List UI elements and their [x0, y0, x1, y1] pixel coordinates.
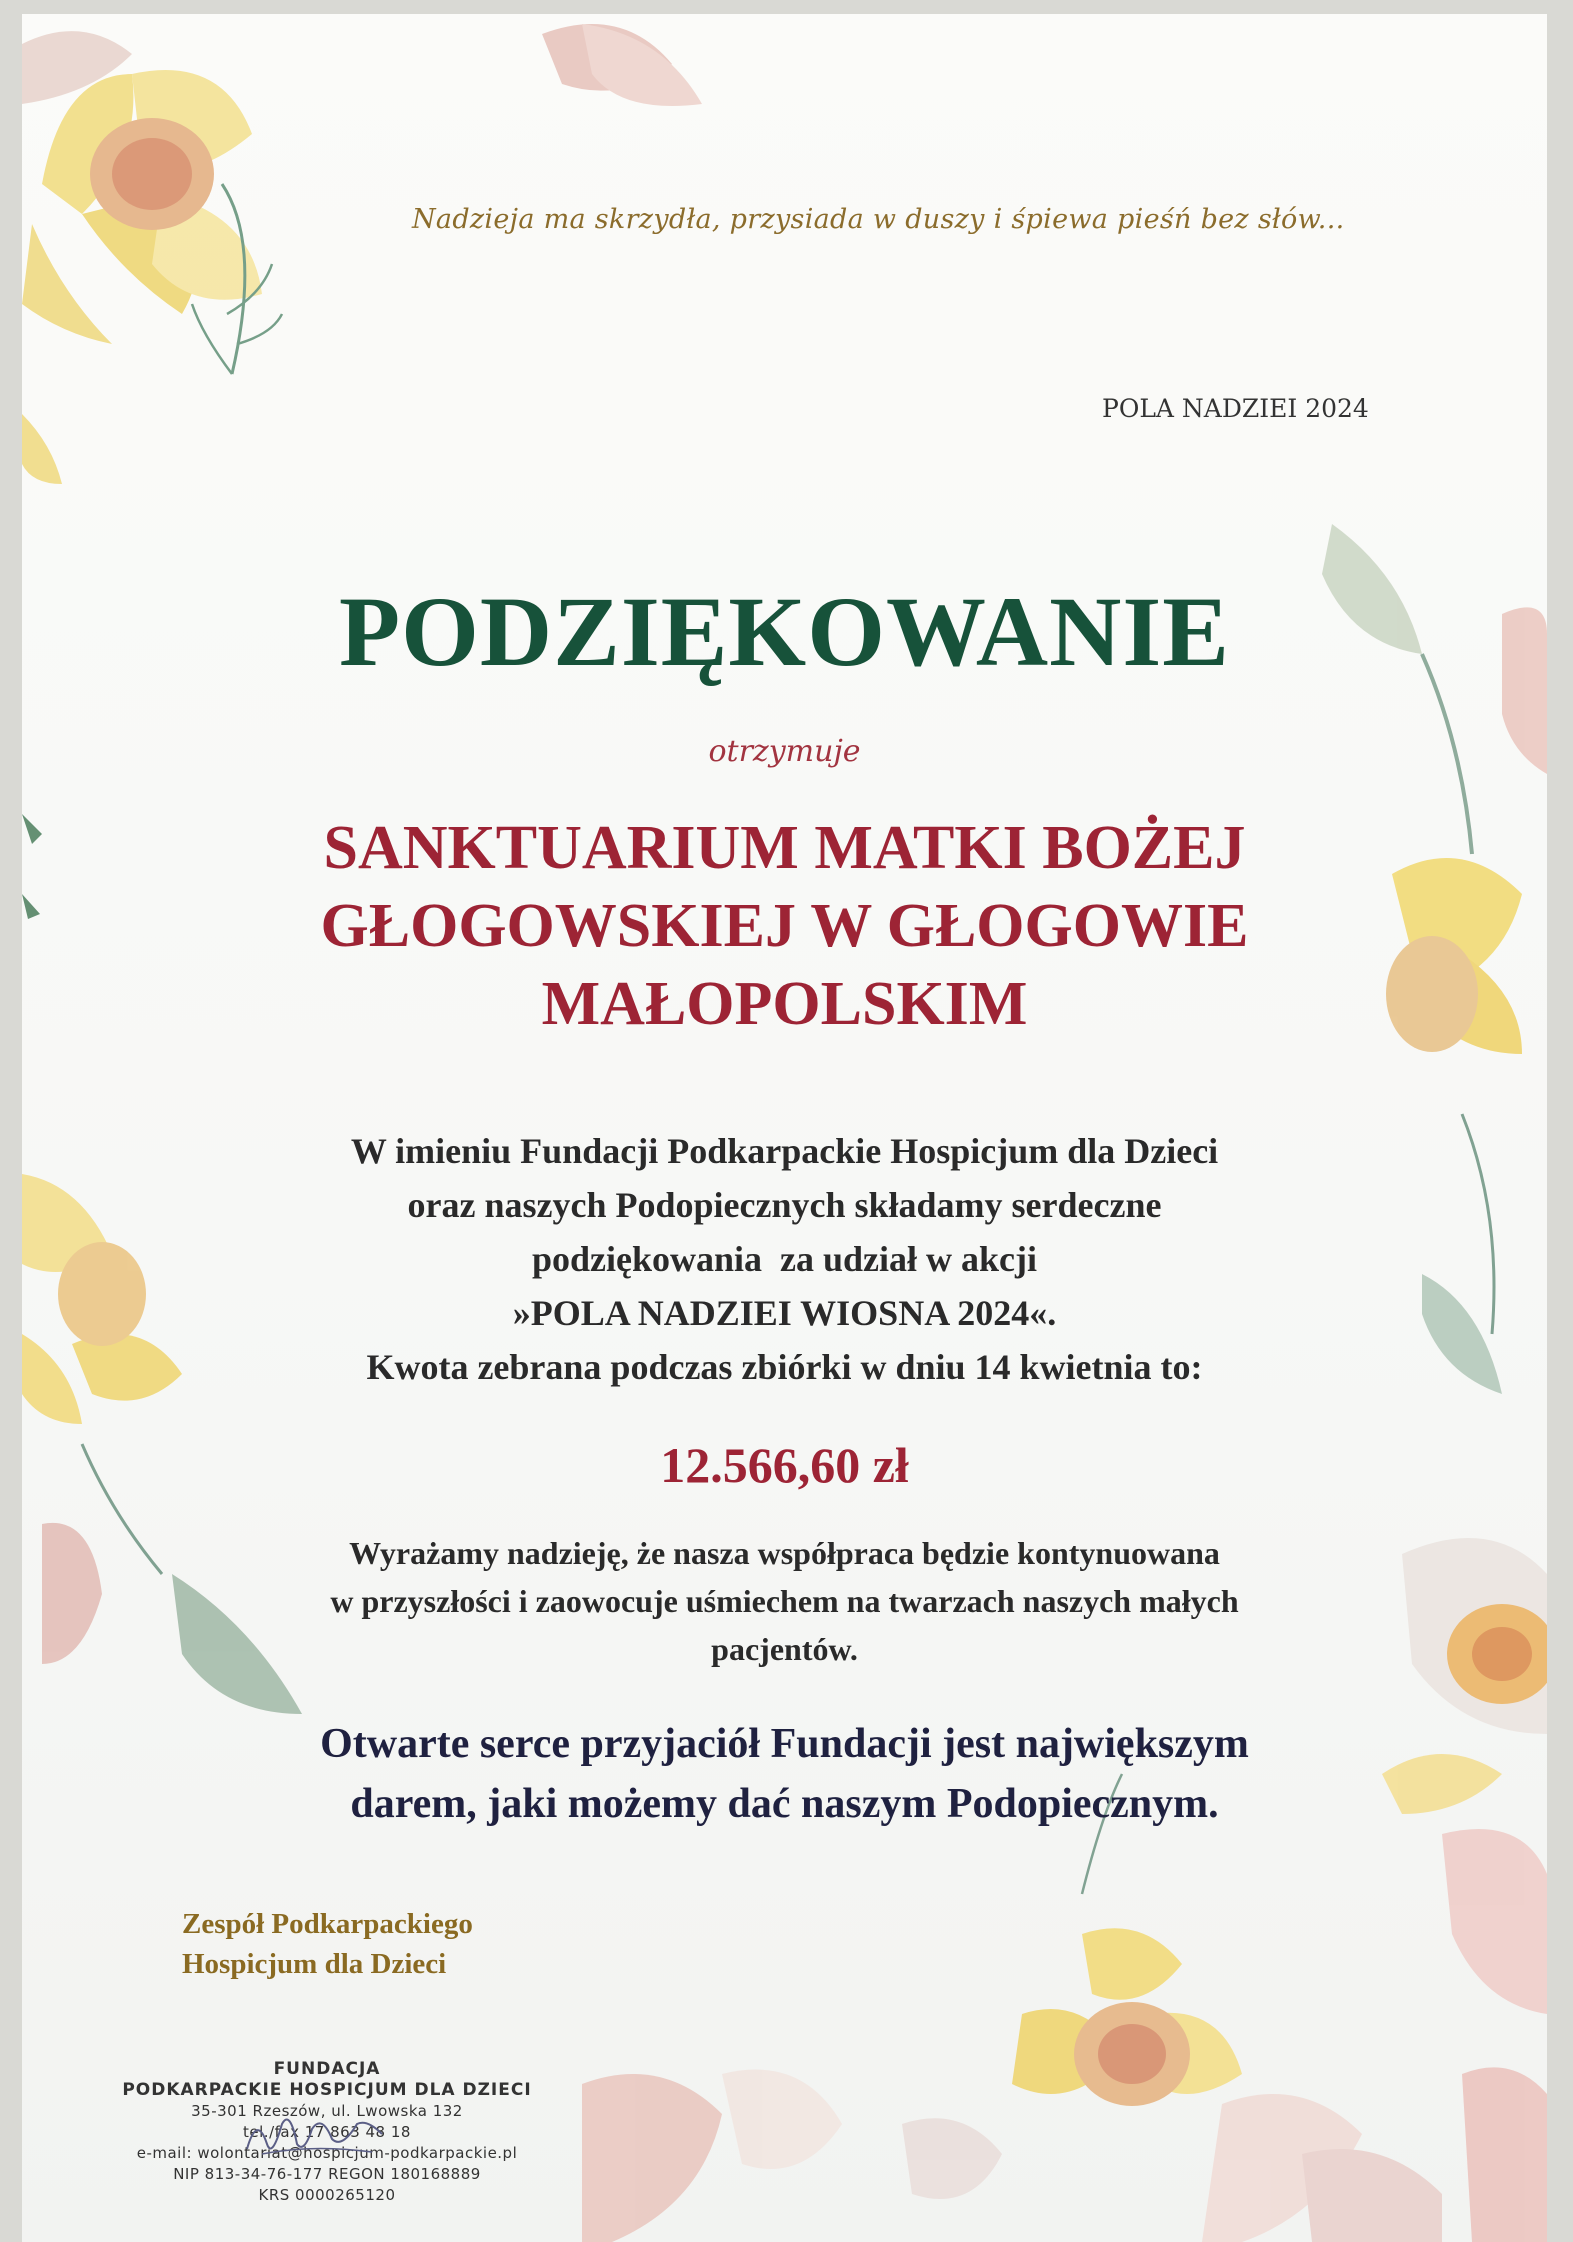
recipient-line: GŁOGOWSKIEJ W GŁOGOWIE	[320, 892, 1249, 960]
collected-amount: 12.566,60 zł	[660, 1437, 909, 1493]
hope-line: pacjentów.	[711, 1631, 858, 1667]
header-quote: Nadzieja ma skrzydła, przysiada w duszy i śpiewa pieśń bez słów...	[412, 204, 1345, 235]
body-line: W imieniu Fundacji Podkarpackie Hospicjum dla Dzieci	[350, 1131, 1219, 1171]
event-name: POLA NADZIEI 2024	[1102, 394, 1369, 423]
closing-line: Otwarte serce przyjaciół Fundacji jest największym	[320, 1721, 1249, 1767]
body-line: Kwota zebrana podczas zbiórki w dniu 14 kwietnia to:	[366, 1347, 1203, 1387]
body-line: podziękowania za udział w akcji	[531, 1239, 1038, 1279]
body-line: oraz naszych Podopiecznych składamy serdeczne	[407, 1185, 1162, 1225]
hope-paragraph	[22, 1529, 1547, 1673]
flowers-bottom	[582, 1774, 1547, 2242]
hope-line: w przyszłości i zaowocuje uśmiechem na twarzach naszych małych	[330, 1583, 1239, 1619]
recipient-line: SANKTUARIUM MATKI BOŻEJ	[323, 814, 1246, 882]
receives-label: otrzymuje	[708, 734, 861, 769]
certificate-page	[22, 14, 1547, 2242]
closing-line: darem, jaki możemy dać naszym Podopiecznym.	[350, 1781, 1219, 1827]
stamp-line: KRS 0000265120	[258, 2186, 396, 2204]
recipient-name	[22, 809, 1547, 1043]
hope-line: Wyrażamy nadzieję, że nasza współpraca będzie kontynuowana	[349, 1535, 1220, 1571]
page-title: PODZIĘKOWANIE	[339, 576, 1230, 687]
stamp-line: FUNDACJA	[273, 2059, 381, 2079]
stamp-line: 35-301 Rzeszów, ul. Lwowska 132	[191, 2102, 463, 2120]
handwritten-signature	[242, 2104, 392, 2164]
recipient-line: MAŁOPOLSKIM	[541, 970, 1028, 1038]
team-line: Zespół Podkarpackiego	[182, 1908, 473, 1940]
body-line: »POLA NADZIEI WIOSNA 2024«.	[512, 1293, 1057, 1333]
daffodil-top-left	[22, 24, 702, 484]
stamp-line: PODKARPACKIE HOSPICJUM DLA DZIECI	[122, 2080, 532, 2100]
stamp-line: e-mail: wolontariat@hospicjum-podkarpackie.pl	[136, 2144, 518, 2162]
stamp-line: tel./fax 17 863 48 18	[243, 2123, 411, 2141]
thanks-paragraph	[22, 1124, 1547, 1394]
team-line: Hospicjum dla Dzieci	[182, 1948, 447, 1980]
closing-statement	[22, 1714, 1547, 1834]
team-signature	[182, 1904, 473, 1984]
stamp-line: NIP 813-34-76-177 REGON 180168889	[173, 2165, 481, 2183]
